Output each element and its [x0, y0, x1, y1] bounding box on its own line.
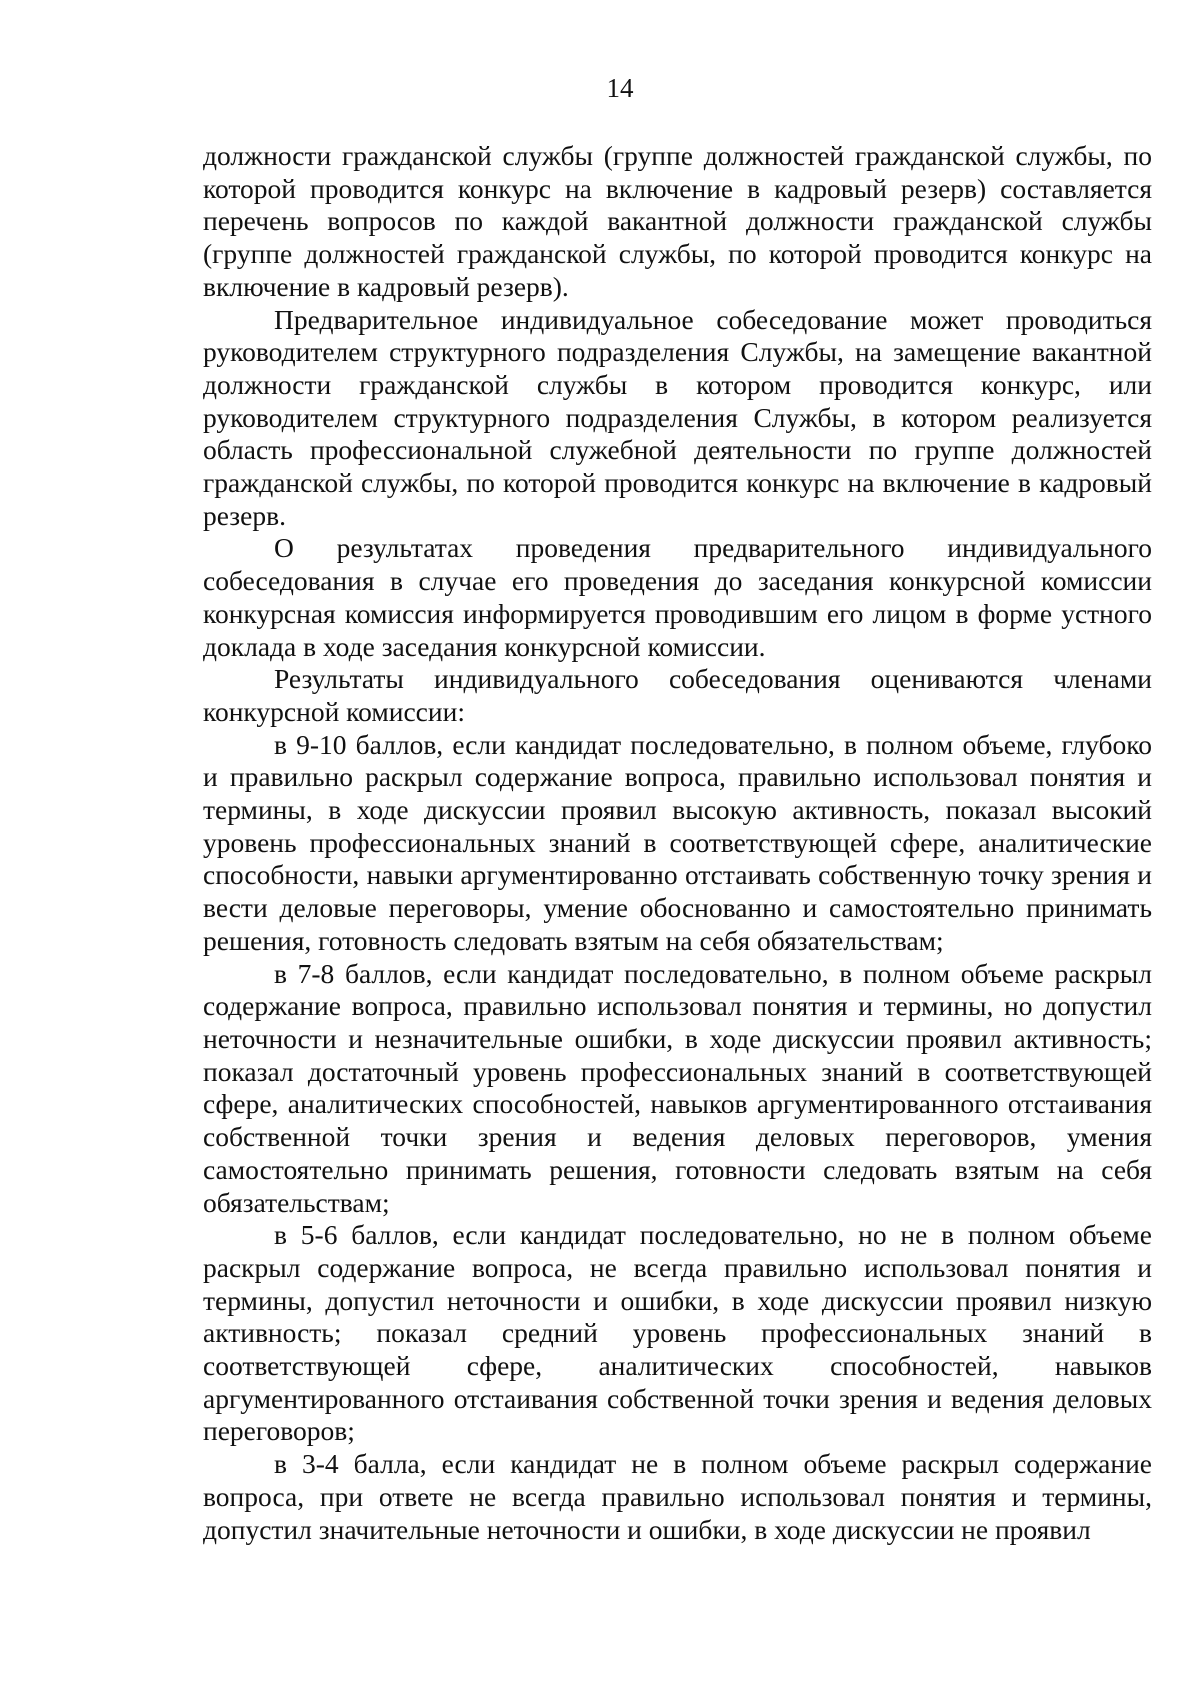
paragraph-score-3-4: в 3-4 балла, если кандидат не в полном объеме раскрыл содержание вопроса, при ответе не всегда правильно использовал понятия и термины, допустил значительные неточности и ошибки, в ходе дискуссии не проявил	[203, 1448, 1152, 1545]
paragraph-score-7-8: в 7-8 баллов, если кандидат последовательно, в полном объеме раскрыл содержание вопроса, правильно использовал понятия и термины, но допустил неточности и незначительные ошибки, в ходе дискуссии проявил активность; показал достаточный уровень профессиональных знаний в соответствующей сфере, аналитических способностей, навыков аргументированного отстаивания собственной точки зрения и ведения деловых переговоров, умения самостоятельно принимать решения, готовности следовать взятым на себя обязательствам;	[203, 957, 1152, 1218]
paragraph-preliminary-interview: Предварительное индивидуальное собеседование может проводиться руководителем структурного подразделения Службы, на замещение вакантной должности гражданской службы в котором проводится конкурс, или руководителем структурного подразделения Службы, в котором реализуется область профессиональной служебной деятельности по группе должностей гражданской службы, по которой проводится конкурс на включение в кадровый резерв.	[203, 303, 1152, 531]
paragraph-score-9-10: в 9-10 баллов, если кандидат последовательно, в полном объеме, глубоко и правильно раскрыл содержание вопроса, правильно использовал понятия и термины, в ходе дискуссии проявил высокую активность, показал высокий уровень профессиональных знаний в соответствующей сфере, аналитические способности, навыки аргументированно отстаивать собственную точку зрения и вести деловые переговоры, умение обоснованно и самостоятельно принимать решения, готовность следовать взятым на себя обязательствам;	[203, 728, 1152, 956]
paragraph-continuation: должности гражданской службы (группе должностей гражданской службы, по которой проводится конкурс на включение в кадровый резерв) составляется перечень вопросов по каждой вакантной должности гражданской службы (группе должностей гражданской службы, по которой проводится конкурс на включение в кадровый резерв).	[203, 140, 1152, 302]
page-number: 14	[606, 73, 634, 103]
document-body	[203, 140, 1152, 1546]
paragraph-score-5-6: в 5-6 баллов, если кандидат последовательно, но не в полном объеме раскрыл содержание вопроса, не всегда правильно использовал понятия и термины, допустил неточности и ошибки, в ходе дискуссии проявил низкую активность; показал средний уровень профессиональных знаний в соответствующей сфере, аналитических способностей, навыков аргументированного отстаивания собственной точки зрения и ведения деловых переговоров;	[203, 1219, 1152, 1447]
paragraph-interview-results-report: О результатах проведения предварительного индивидуального собеседования в случае его проведения до заседания конкурсной комиссии конкурсная комиссия информируется проводившим его лицом в форме устного доклада в ходе заседания конкурсной комиссии.	[203, 532, 1152, 662]
paragraph-evaluation-intro: Результаты индивидуального собеседования оцениваются членами конкурсной комиссии:	[203, 663, 1152, 727]
